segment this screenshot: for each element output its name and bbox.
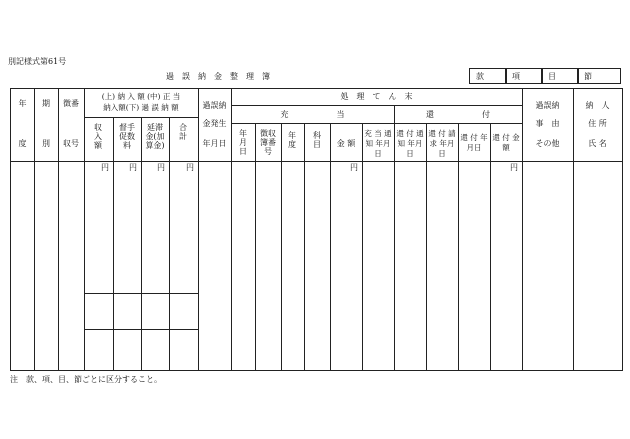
col-line xyxy=(141,117,142,370)
col-line xyxy=(362,123,363,370)
amount-row-line xyxy=(84,329,198,330)
ledger-table xyxy=(10,88,623,371)
col-line xyxy=(198,89,199,370)
hdr-juto-choshu-no: 徴収簿番号 xyxy=(260,129,276,156)
hdr-payer-1: 納 人 xyxy=(585,101,610,110)
category-label-kou: 項 xyxy=(512,72,520,81)
col-line xyxy=(281,123,282,370)
hdr-col-tokusoku: 督手促数料 xyxy=(119,123,135,150)
hdr-period-bottom: 別 xyxy=(42,139,50,148)
hdr-period-top: 期 xyxy=(42,99,50,108)
hdr-year-bottom: 度 xyxy=(18,139,27,148)
hdr-year-top: 年 xyxy=(18,99,27,108)
hdr-kanpu-amount: 還 付 金 額 xyxy=(492,133,520,152)
footnote: 注 款、項、目、節ごとに区分すること。 xyxy=(10,375,162,384)
col-line xyxy=(58,89,59,370)
yen-mark: 円 xyxy=(157,163,165,172)
category-box-kan xyxy=(469,68,507,84)
col-line xyxy=(231,89,232,370)
category-box-setsu xyxy=(577,68,621,84)
header-divider xyxy=(11,161,622,162)
col-line xyxy=(426,123,427,370)
hdr-overpay-date-3: 年月日 xyxy=(202,139,227,148)
hdr-amount-line2: 納入額(下) 過 誤 納 額 xyxy=(103,103,179,112)
col-line xyxy=(522,89,523,370)
col-line xyxy=(255,123,256,370)
hdr-overpay-date-2: 金発生 xyxy=(202,119,227,128)
category-label-moku: 目 xyxy=(548,72,556,81)
form-label: 別記様式第61号 xyxy=(8,57,67,66)
hdr-kanpu-notice: 還 付 通 知 年月日 xyxy=(396,129,424,158)
hdr-col-entai: 延滞金(加算金) xyxy=(145,123,165,150)
col-line xyxy=(169,117,170,370)
yen-mark: 円 xyxy=(510,163,518,172)
yen-mark: 円 xyxy=(350,163,358,172)
hdr-payer-2: 住 所 xyxy=(588,119,607,128)
hdr-col-shunyu: 収入額 xyxy=(94,123,102,150)
category-box-moku xyxy=(541,68,579,84)
hdr-kanpu: 還 付 xyxy=(426,110,490,119)
hdr-juto-date: 年月日 xyxy=(239,129,247,156)
hdr-reason-1: 過誤納 xyxy=(535,101,560,110)
hdr-shori: 処 理 て ん 末 xyxy=(340,92,413,101)
amount-row-line xyxy=(84,293,198,294)
hdr-juto-kamoku: 科目 xyxy=(313,131,321,149)
hdr-juto-nendo: 年度 xyxy=(288,131,296,149)
category-label-setsu: 節 xyxy=(584,72,592,81)
page-title: 過 誤 納 金 整 理 簿 xyxy=(166,72,270,81)
col-line xyxy=(34,89,35,370)
yen-mark: 円 xyxy=(186,163,194,172)
col-line xyxy=(84,89,85,370)
hdr-reason-3: その他 xyxy=(535,139,560,148)
hdr-overpay-date-1: 過誤納 xyxy=(202,101,227,110)
yen-mark: 円 xyxy=(129,163,137,172)
hdr-receipt-top: 徴番 xyxy=(63,99,79,108)
category-label-kan: 款 xyxy=(476,72,484,81)
col-line xyxy=(330,123,331,370)
hdr-juto: 充 当 xyxy=(280,110,345,119)
col-line xyxy=(304,123,305,370)
hdr-col-gokei: 合計 xyxy=(179,123,187,141)
hdr-kanpu-date: 還 付 年月日 xyxy=(460,133,488,152)
hdr-juto-notice: 充 当 通 知 年月日 xyxy=(364,129,392,158)
amount-subline xyxy=(84,117,198,118)
hdr-juto-amount: 金 額 xyxy=(336,139,356,148)
yen-mark: 円 xyxy=(101,163,109,172)
col-line xyxy=(113,117,114,370)
hdr-amount-line1: (上) 納 入 額 (中) 正 当 xyxy=(101,92,181,101)
shori-subline xyxy=(231,105,522,106)
col-line xyxy=(573,89,574,370)
category-box-kou xyxy=(505,68,543,84)
hdr-payer-3: 氏 名 xyxy=(588,139,607,148)
hdr-kanpu-request: 還 付 請 求 年月日 xyxy=(428,129,456,158)
col-line xyxy=(458,123,459,370)
hdr-receipt-bottom: 収号 xyxy=(63,139,79,148)
juto-kanpu-subline xyxy=(231,123,522,124)
hdr-reason-2: 事 由 xyxy=(535,119,560,128)
col-line xyxy=(490,123,491,370)
